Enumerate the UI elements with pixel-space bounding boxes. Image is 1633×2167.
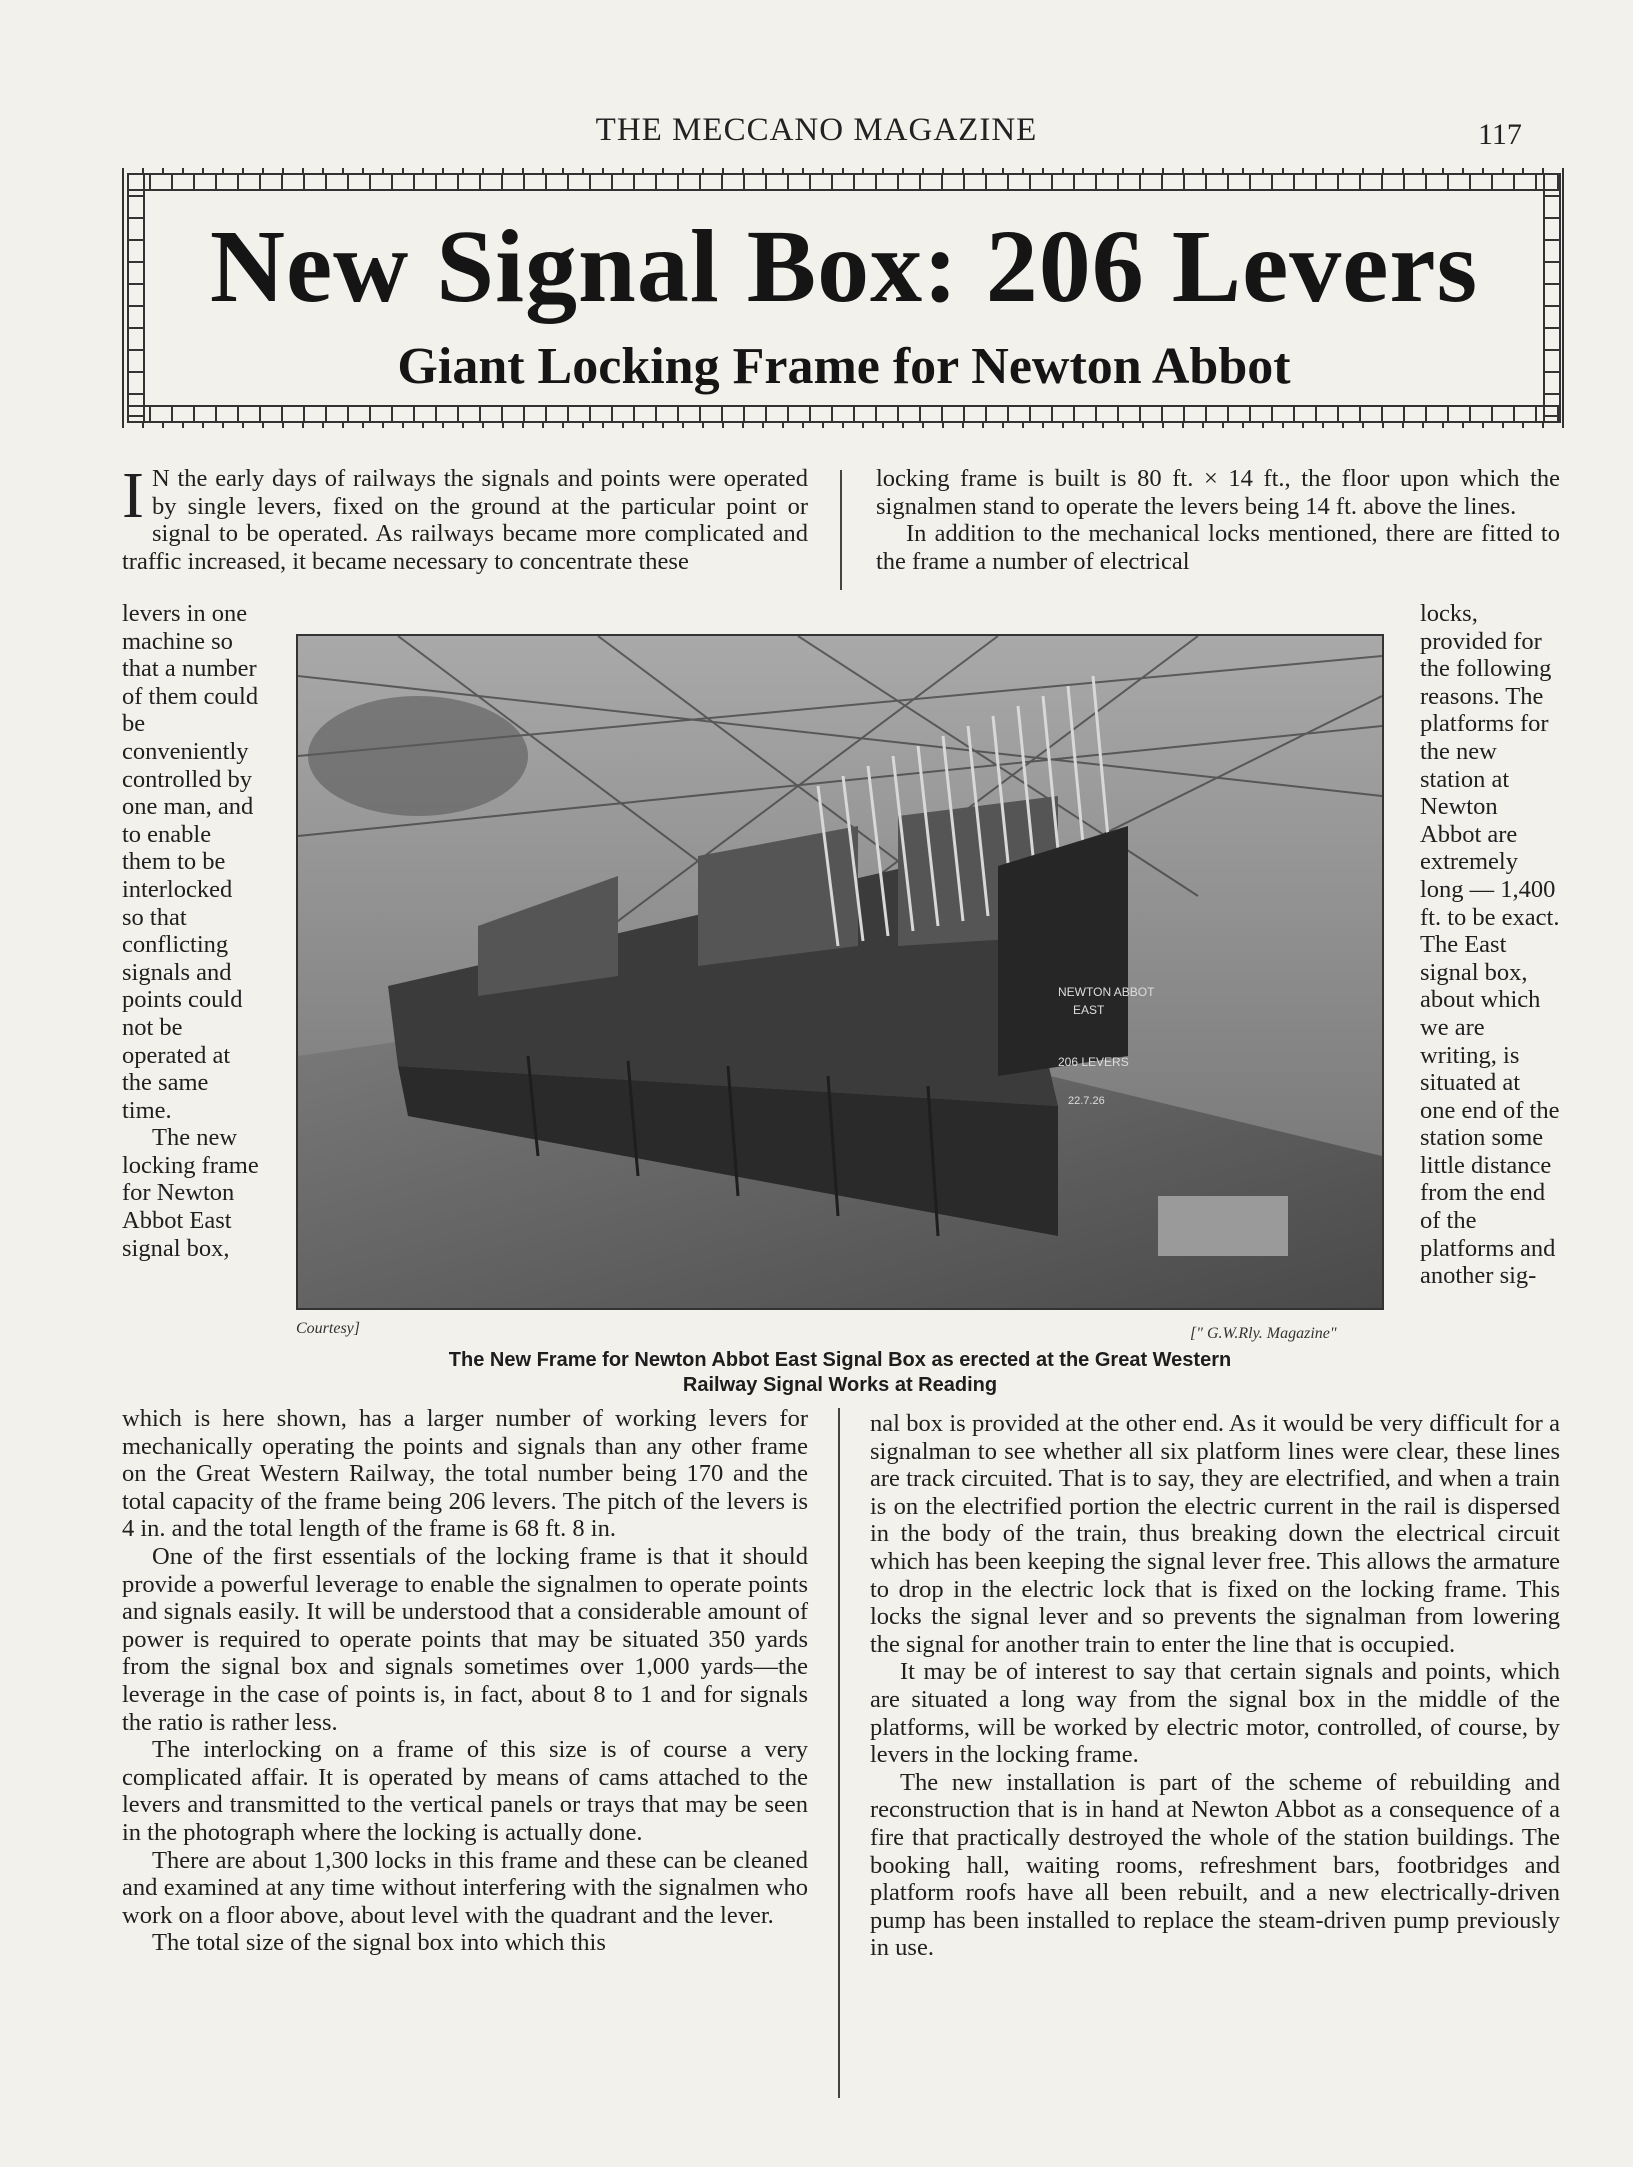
paragraph-locks-count: There are about 1,300 locks in this frame and these can be cleaned and examined at any time without interfering with the signalmen who work on a floor above, about level with the quadrant and the lever. (122, 1846, 808, 1929)
column-right-top (876, 465, 1560, 575)
photo-credit-right: [" G.W.Rly. Magazine" (1190, 1325, 1337, 1342)
article-subtitle: Giant Locking Frame for Newton Abbot (397, 338, 1291, 395)
paragraph-largest-frame: which is here shown, has a larger number of working levers for mechanically operating the points and signals than any other frame on the Great Western Railway, the total number being 170 and the total capacity of the frame being 206 levers. The pitch of the levers is 4 in. and the total length of the frame is 68 ft. 8 in. (122, 1405, 808, 1543)
plate-east: EAST (1073, 1003, 1105, 1017)
plate-levers: 206 LEVERS (1058, 1055, 1129, 1069)
title-border-bottom (127, 405, 1561, 423)
column-divider-top (840, 470, 842, 590)
title-box (122, 168, 1566, 428)
column-right-narrow (1420, 600, 1560, 1290)
drop-cap: I (122, 459, 144, 532)
caption-line-2: Railway Signal Works at Reading (682, 1374, 998, 1396)
paragraph-reasons: locks, provided for the following reasons. The platforms for the new station at Newton Abbot are extremely long — 1,400 ft. to be exact. The East signal box, about which we are writing, is situated at one end of the station some little distance from the end of the platforms and another sig- (1420, 600, 1560, 1290)
article-title: New Signal Box: 206 Levers (209, 209, 1479, 324)
paragraph-total-size: The total size of the signal box into which this (152, 1929, 606, 1957)
paragraph-frame-size: locking frame is built is 80 ft. × 14 ft., the floor upon which the signalmen stand to operate the levers being 14 ft. above the lines. (876, 465, 1560, 520)
plate-date: 22.7.26 (1068, 1095, 1105, 1107)
column-right-bottom (870, 1410, 1560, 1962)
plate-name: NEWTON ABBOT (1058, 985, 1155, 999)
column-left-top (122, 459, 808, 575)
title-border-top (127, 173, 1561, 191)
paragraph-interlocking: The interlocking on a frame of this size is of course a very complicated affair. It is operated by means of cams attached to the levers and transmitted to the vertical panels or trays that may be seen in the photograph where the locking is actually done. (122, 1736, 808, 1846)
paragraph-electric-motor: It may be of interest to say that certain signals and points, which are situated a long way from the signal box in the middle of the platforms, will be worked by electric motor, controlled, of course, by levers in the locking frame. (870, 1658, 1560, 1769)
paragraph-levers: levers in one machine so that a number of them could be conveniently controlled by one man, and to enable them to be interlocked so that conflicting signals and points could not be operated at the same time. (122, 600, 259, 1124)
page-number: 117 (1478, 118, 1522, 151)
caption-line-1: The New Frame for Newton Abbot East Signal Box as erected at the Great Western (448, 1349, 1232, 1371)
column-divider-bottom (838, 1408, 840, 2098)
locking-frame-photo (296, 634, 1384, 1310)
photo-caption (340, 1348, 1340, 1398)
column-left-narrow (122, 600, 260, 1262)
paragraph-leverage: One of the first essentials of the locking frame is that it should provide a powerful leverage to enable the signalmen to operate points and signals easily. It will be understood that a considerable amount of power is required to operate points that may be situated 350 yards from the signal box and signals sometimes over 1,000 yards—the leverage in the case of points is, in fact, about 8 to 1 and for signals the ratio is rather less. (122, 1542, 808, 1736)
photo-credit-left: Courtesy] (296, 1320, 360, 1337)
paragraph-track-circuit: nal box is provided at the other end. As it would be very difficult for a signalman to see whether all six platform lines were clear, these lines are track circuited. That is to say, they are electrified, and when a train is on the electrified portion the electric current in the rail is dispersed in the body of the train, thus breaking down the electrical circuit which has been keeping the signal lever free. This allows the armature to drop in the electric lock that is fixed on the locking frame. This locks the signal lever and so prevents the signalman from lowering the signal for another train to enter the line that is occupied. (870, 1410, 1560, 1658)
paragraph-rebuilding: The new installation is part of the scheme of rebuilding and reconstruction that is in hand at Newton Abbot as a consequence of a fire that practically destroyed the whole of the station buildings. The booking hall, waiting rooms, refreshment bars, footbridges and platform roofs have all been rebuilt, and a new electrically-driven pump has been installed to replace the steam-driven pump previously in use. (870, 1768, 1560, 1962)
paragraph-new-frame: The new locking frame for Newton Abbot East signal box, (122, 1124, 259, 1262)
running-head: THE MECCANO MAGAZINE (595, 112, 1038, 148)
photo-illustration (298, 636, 1382, 1308)
paragraph-intro: N the early days of railways the signals and points were operated by single levers, fixed on the ground at the particular point or signal to be operated. As railways became more complicated and traffic increased, it became necessary to concentrate these (122, 465, 808, 575)
column-left-bottom (122, 1405, 808, 1957)
paragraph-electrical-locks: In addition to the mechanical locks mentioned, there are fitted to the frame a number of electrical (876, 520, 1560, 575)
